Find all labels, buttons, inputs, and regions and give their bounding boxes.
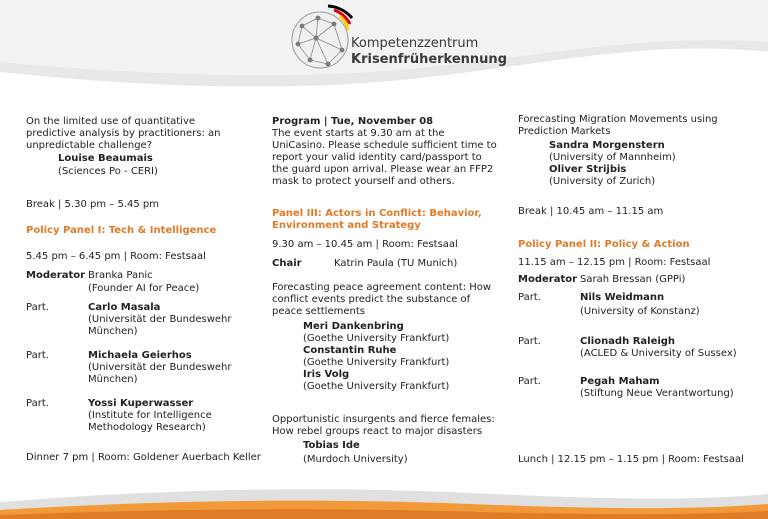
participant-label: Part. xyxy=(26,302,49,313)
logo-title-line2: Krisenfrüherkennung xyxy=(351,52,507,67)
dinner-info: Dinner 7 pm | Room: Goldener Auerbach Keller xyxy=(26,452,261,463)
moderator-affiliation: (Founder AI for Peace) xyxy=(88,283,200,294)
speaker-affiliation: (Goethe University Frankfurt) xyxy=(303,333,450,344)
logo-title-line1: Kompetenzzentrum xyxy=(351,36,479,51)
chair-label: Chair xyxy=(272,258,302,269)
moderator-label: Moderator xyxy=(26,270,86,281)
panel-time: 11.15 am – 12.15 pm | Room: Festsaal xyxy=(518,257,711,268)
participant-name: Nils Weidmann xyxy=(580,292,665,303)
participant-affiliation: Methodology Research) xyxy=(88,422,206,433)
moderator-name: Branka Panic xyxy=(88,270,153,281)
program-intro: The event starts at 9.30 am at the UniCasino. Please schedule sufficient time to report your valid identity card/passport to the guard upon arrival. Please wear an FFP2 mask to protect yourself and others. xyxy=(272,128,497,187)
participant-name: Michaela Geierhos xyxy=(88,350,192,361)
footer-wave-band xyxy=(0,480,768,519)
participant-label: Part. xyxy=(26,350,49,361)
participant-affiliation: (Universität der Bundeswehr xyxy=(88,362,232,373)
speaker-name: Louise Beaumais xyxy=(58,153,153,164)
break-time: Break | 5.30 pm – 5.45 pm xyxy=(26,199,159,210)
moderator-label: Moderator xyxy=(518,274,578,285)
participant-name: Carlo Masala xyxy=(88,302,161,313)
speaker-affiliation: (Goethe University Frankfurt) xyxy=(303,357,450,368)
participant-affiliation: (ACLED & University of Sussex) xyxy=(580,348,737,359)
participant-label: Part. xyxy=(518,292,541,303)
speaker-name: Constantin Ruhe xyxy=(303,345,397,356)
speaker-name: Oliver Strijbis xyxy=(549,164,627,175)
participant-affiliation: (Stiftung Neue Verantwortung) xyxy=(580,388,734,399)
panel-time: 9.30 am – 10.45 am | Room: Festsaal xyxy=(272,239,458,250)
talk-title: On the limited use of quantitative predictive analysis by practitioners: an unpredictable challenge? xyxy=(26,116,221,151)
moderator-name: Sarah Bressan (GPPi) xyxy=(580,274,686,285)
participant-name: Yossi Kuperwasser xyxy=(88,398,194,409)
chair-name: Katrin Paula (TU Munich) xyxy=(334,258,458,269)
speaker-affiliation: (University of Mannheim) xyxy=(549,152,676,163)
participant-affiliation: (University of Konstanz) xyxy=(580,306,700,317)
talk-title: Opportunistic insurgents and fierce females: How rebel groups react to major disasters xyxy=(272,414,495,437)
panel-title: Policy Panel II: Policy & Action xyxy=(518,239,690,250)
panel-title: Policy Panel I: Tech & Intelligence xyxy=(26,225,217,236)
program-title: Program | Tue, November 08 xyxy=(272,116,434,127)
speaker-name: Meri Dankenbring xyxy=(303,321,404,332)
speaker-affiliation: (Murdoch University) xyxy=(303,454,408,465)
participant-affiliation: München) xyxy=(88,326,138,337)
panel-title: Panel III: Actors in Conflict: Behavior, Environment and Strategy xyxy=(272,208,482,231)
speaker-affiliation: (University of Zurich) xyxy=(549,176,656,187)
speaker-name: Tobias Ide xyxy=(303,440,360,451)
participant-affiliation: (Universität der Bundeswehr xyxy=(88,314,232,325)
participant-affiliation: München) xyxy=(88,374,138,385)
participant-label: Part. xyxy=(518,376,541,387)
talk-title: Forecasting Migration Movements using Prediction Markets xyxy=(518,114,718,137)
participant-name: Clionadh Raleigh xyxy=(580,336,676,347)
participant-name: Pegah Maham xyxy=(580,376,660,387)
speaker-name: Sandra Morgenstern xyxy=(549,140,665,151)
speaker-affiliation: (Goethe University Frankfurt) xyxy=(303,381,450,392)
speaker-affiliation: (Sciences Po - CERI) xyxy=(58,166,158,177)
break-time: Break | 10.45 am – 11.15 am xyxy=(518,206,664,217)
participant-affiliation: (Institute for Intelligence xyxy=(88,410,212,421)
panel-time: 5.45 pm – 6.45 pm | Room: Festsaal xyxy=(26,251,206,262)
participant-label: Part. xyxy=(518,336,541,347)
speaker-name: Iris Volg xyxy=(303,369,350,380)
lunch-info: Lunch | 12.15 pm – 1.15 pm | Room: Festsaal xyxy=(518,454,744,465)
participant-label: Part. xyxy=(26,398,49,409)
talk-title: Forecasting peace agreement content: How conflict events predict the substance of peace settlements xyxy=(272,282,492,317)
